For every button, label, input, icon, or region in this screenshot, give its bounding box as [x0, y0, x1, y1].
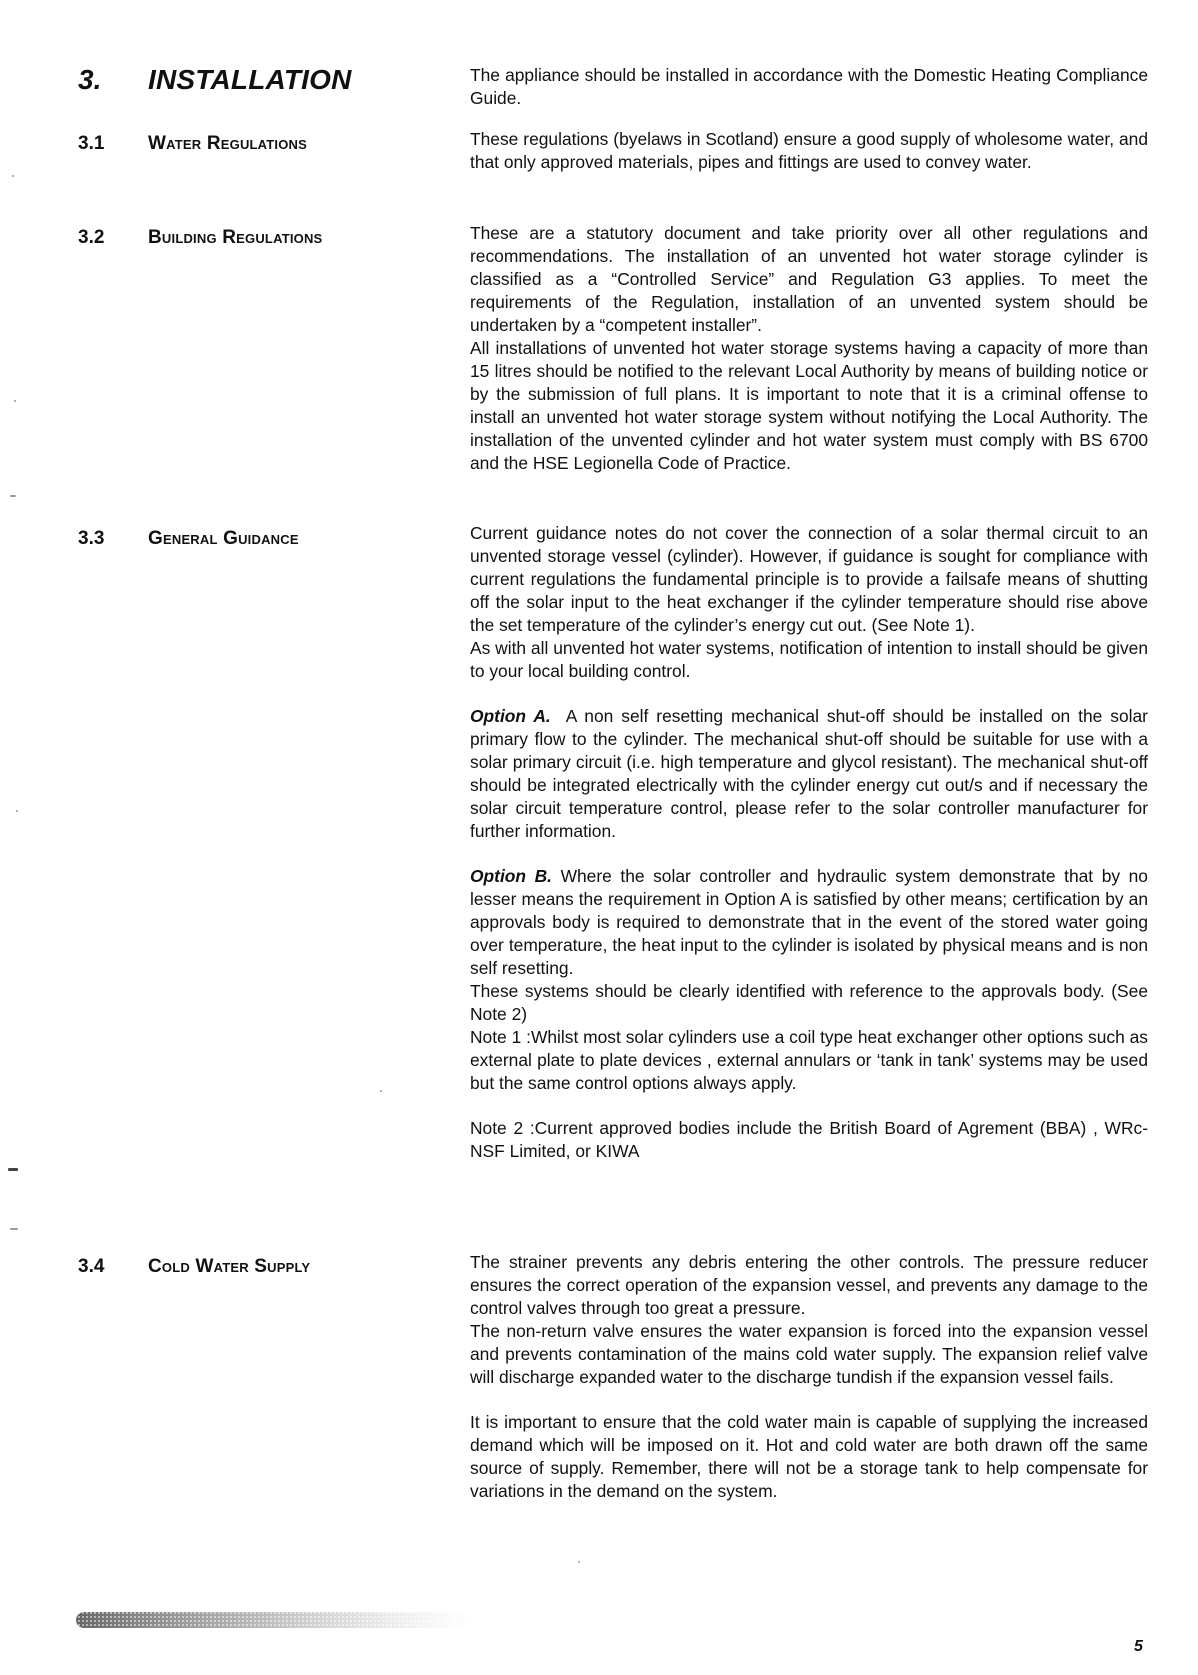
section-number: 3.3: [78, 528, 105, 549]
section-body: [470, 222, 1148, 475]
paragraph: These are a statutory document and take priority over all other regulations and recommendations. The installation of an unvented hot water storage cylinder is classified as a “Controlled Service” and Regulation G3 applies. To meet the requirements of the Regulation, installation of an unvented system should be undertaken by a “competent installer”.: [470, 223, 1148, 335]
note-1: Note 1 :Whilst most solar cylinders use a coil type heat exchanger other options such as external plate to plate devices , external annulars or ‘tank in tank’ systems may be used but the same control options always apply.: [470, 1027, 1148, 1093]
scan-speck: [578, 1561, 580, 1563]
option-b-lead: Option B.: [470, 866, 552, 886]
paragraph: As with all unvented hot water systems, notification of intention to install should be given to your local building control.: [470, 638, 1148, 681]
page-number: 5: [1134, 1638, 1143, 1655]
paragraph: Current guidance notes do not cover the connection of a solar thermal circuit to an unvented storage vessel (cylinder). However, if guidance is sought for compliance with current regulations the fundamental principle is to provide a failsafe means of shutting off the solar input to the heat exchanger if the cylinder temperature should rise above the set temperature of the cylinder’s energy cut out. (See Note 1).: [470, 523, 1148, 635]
section-title: General Guidance: [148, 528, 299, 549]
option-a-lead: Option A.: [470, 706, 551, 726]
option-a: [470, 705, 1148, 843]
section-body: [470, 64, 1148, 110]
scan-speck: [380, 1090, 382, 1092]
option-a-text: A non self resetting mechanical shut-off should be installed on the solar primary flow to the cylinder. The mechanical shut-off should be suitable for use with a solar primary circuit (i.e. high temperature and glycol resistant). The mechanical shut-off should be integrated electrically with the cylinder energy cut out/s and if necessary the solar circuit temperature control, please refer to the solar controller manufacturer for further information.: [470, 706, 1148, 841]
scan-speck: [8, 1168, 18, 1171]
paragraph: The non-return valve ensures the water expansion is forced into the expansion vessel and prevents contamination of the mains cold water supply. The expansion relief valve will discharge expanded water to the discharge tundish if the expansion vessel fails.: [470, 1321, 1148, 1387]
note-2: Note 2 :Current approved bodies include the British Board of Agrement (BBA) , WRc-NSF Limited, or KIWA: [470, 1118, 1148, 1161]
footer-decorative-bar: [74, 1608, 474, 1632]
scan-speck: [12, 175, 14, 177]
scan-speck: [10, 495, 16, 497]
paragraph: The strainer prevents any debris entering the other controls. The pressure reducer ensures the correct operation of the expansion vessel, and prevents any damage to the control valves through too great a pressure.: [470, 1252, 1148, 1318]
section-title: Water Regulations: [148, 133, 308, 154]
section-body: [470, 128, 1148, 174]
section-number: 3.1: [78, 133, 105, 154]
section-body: [470, 1251, 1148, 1503]
paragraph: These regulations (byelaws in Scotland) ensure a good supply of wholesome water, and that only approved materials, pipes and fittings are used to convey water.: [470, 129, 1148, 172]
section-title: Cold Water Supply: [148, 1256, 311, 1277]
section-title: INSTALLATION: [148, 64, 352, 95]
option-b: [470, 865, 1148, 980]
paragraph: All installations of unvented hot water storage systems having a capacity of more than 15 litres should be notified to the relevant Local Authority by means of building notice or by the submission of full plans. It is important to note that it is a criminal offense to install an unvented hot water storage system without notifying the Local Authority. The installation of the unvented cylinder and hot water system must comply with BS 6700 and the HSE Legionella Code of Practice.: [470, 338, 1148, 473]
section-title: Building Regulations: [148, 227, 323, 248]
scan-speck: [16, 810, 18, 812]
paragraph: The appliance should be installed in accordance with the Domestic Heating Compliance Guide.: [470, 65, 1148, 108]
paragraph: It is important to ensure that the cold water main is capable of supplying the increased demand which will be imposed on it. Hot and cold water are both drawn off the same source of supply. Remember, there will not be a storage tank to help compensate for variations in the demand on the system.: [470, 1412, 1148, 1501]
section-number: 3.2: [78, 227, 105, 248]
scan-speck: [14, 400, 16, 402]
paragraph: These systems should be clearly identified with reference to the approvals body. (See Note 2): [470, 981, 1148, 1024]
section-number: 3.: [78, 64, 102, 95]
option-b-text: Where the solar controller and hydraulic system demonstrate that by no lesser means the requirement in Option A is satisfied by other means; certification by an approvals body is required to demonstrate that in the event of the stored water going over temperature, the heat input to the cylinder is isolated by physical means and is non self resetting.: [470, 866, 1148, 978]
scan-speck: [10, 1228, 18, 1230]
section-body: [470, 522, 1148, 1163]
section-number: 3.4: [78, 1256, 105, 1277]
